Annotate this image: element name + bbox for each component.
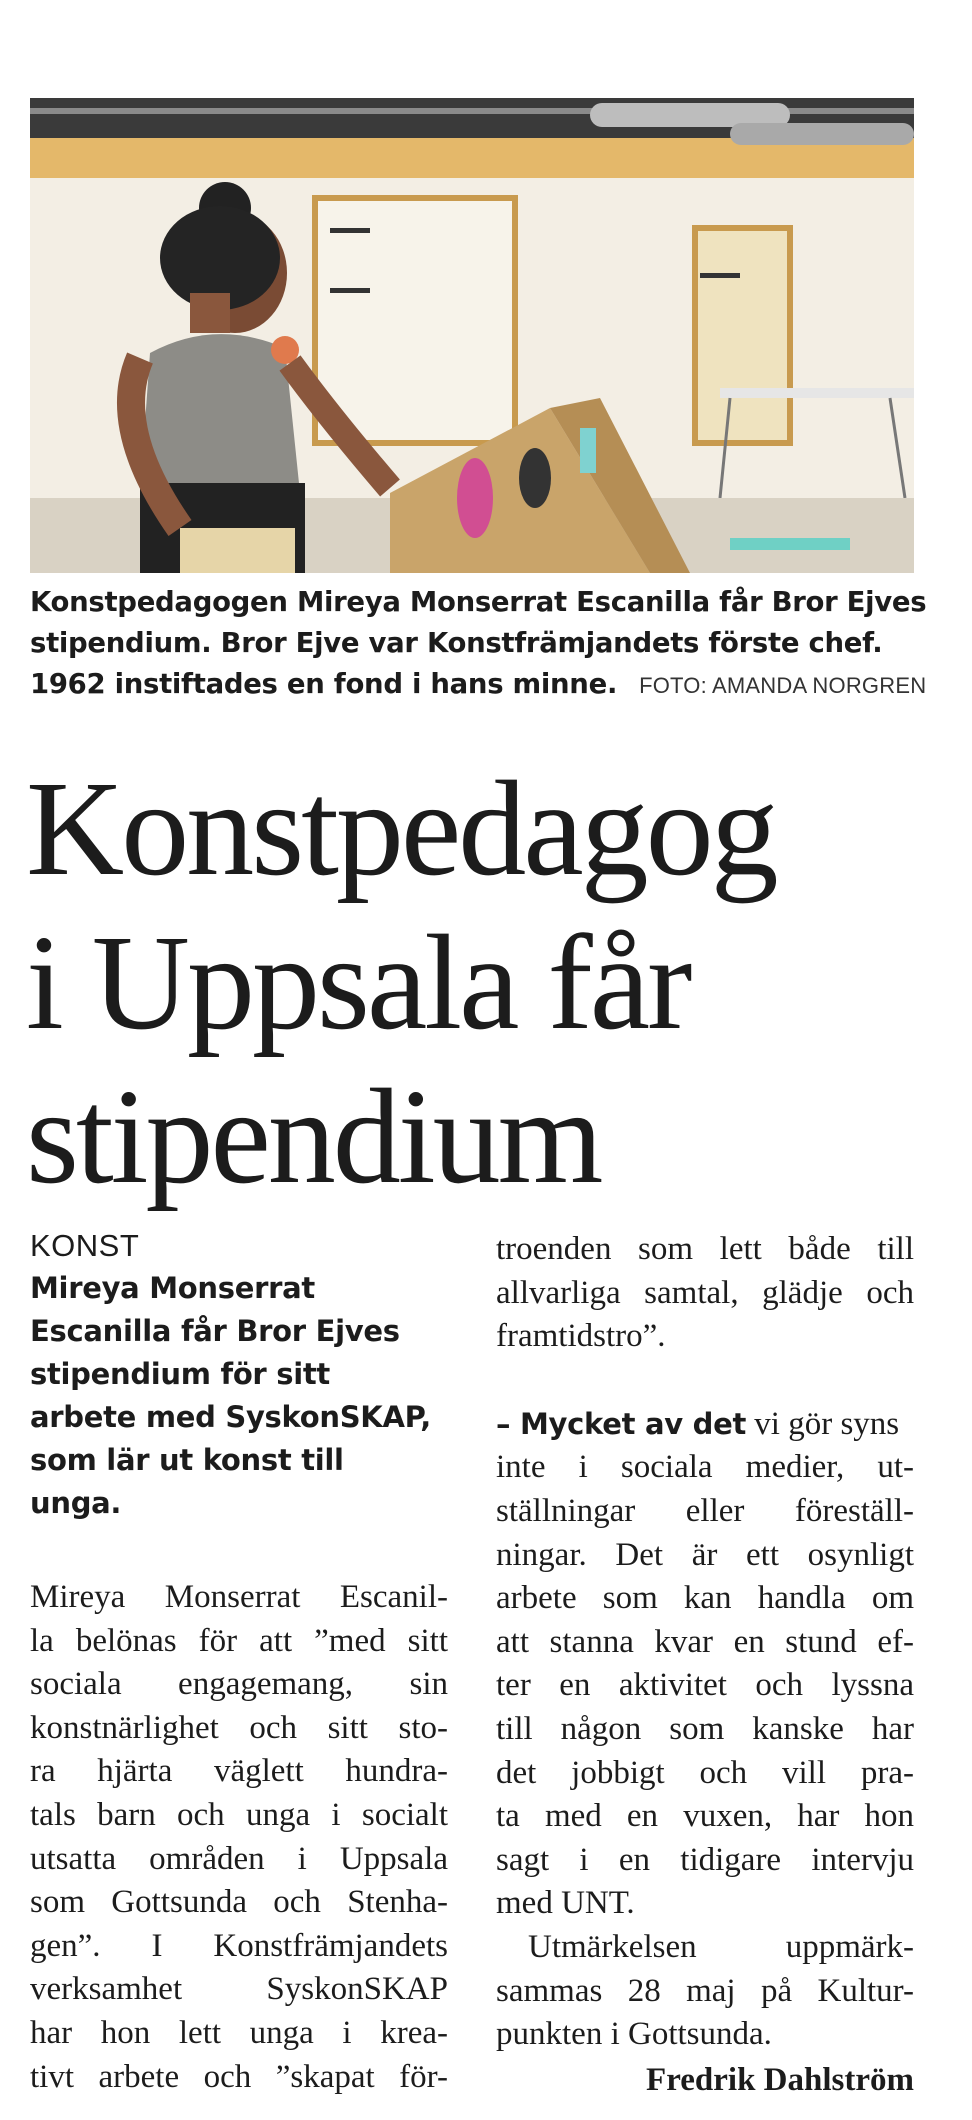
ingress-line: stipendium för sitt xyxy=(30,1357,330,1391)
headline-line: Konstpedagog xyxy=(26,754,776,904)
body-line: Utmärkelsen uppmärk- xyxy=(528,1928,914,1965)
ingress-line: Escanilla får Bror Ejves xyxy=(30,1314,400,1348)
body-line: allvarliga samtal, glädje och xyxy=(496,1274,914,1311)
caption-line xyxy=(30,664,927,706)
body-line: ter en aktivitet och lyssna xyxy=(496,1667,914,1704)
body-line: det jobbigt och vill pra- xyxy=(496,1754,914,1791)
author-byline: Fredrik Dahlström xyxy=(646,2061,914,2098)
body-line: inte i sociala medier, ut- xyxy=(496,1449,914,1486)
article-quote-paragraph xyxy=(496,1403,914,2057)
article-column-right xyxy=(496,1228,914,2102)
body-text: vi gör syns xyxy=(746,1405,900,1442)
body-line: tals barn och unga i socialt xyxy=(30,1796,448,1833)
body-line: sociala engagemang, sin xyxy=(30,1666,448,1703)
body-line: som Gottsunda och Stenha- xyxy=(30,1884,448,1921)
article-body-text xyxy=(496,1228,914,1359)
caption-text: 1962 instiftades en fond i hans minne. xyxy=(30,668,618,700)
section-kicker: KONST xyxy=(30,1228,140,1263)
ingress-line: arbete med SyskonSKAP, xyxy=(30,1400,431,1434)
photo-caption xyxy=(30,582,927,706)
ingress-line: unga. xyxy=(30,1486,122,1520)
body-line: la belönas för att ”med sitt xyxy=(30,1622,448,1659)
article-body-text xyxy=(30,1576,448,2099)
body-line: ra hjärta väglett hundra- xyxy=(30,1753,448,1790)
caption-line: stipendium. Bror Ejve var Konstfrämjandets förste chef. xyxy=(30,627,883,659)
article-photo xyxy=(30,98,914,573)
body-line: ningar. Det är ett osynligt xyxy=(496,1536,914,1573)
body-line: att stanna kvar en stund ef- xyxy=(496,1623,914,1660)
ingress-line: som lär ut konst till xyxy=(30,1443,344,1477)
body-line: gen”. I Konstfrämjandets xyxy=(30,1927,448,1964)
body-line: Mireya Monserrat Escanil- xyxy=(30,1579,448,1615)
article-headline xyxy=(26,752,926,1214)
body-line: har hon lett unga i krea- xyxy=(30,2014,448,2051)
body-line: arbete som kan handla om xyxy=(496,1580,914,1617)
body-line: punkten i Gottsunda. xyxy=(496,2016,772,2053)
body-line: sagt i en tidigare intervju xyxy=(496,1841,914,1878)
body-line: tivt arbete och ”skapat för- xyxy=(30,2058,448,2095)
body-line: troenden som lett både till xyxy=(496,1231,914,1267)
body-line: sammas 28 maj på Kultur- xyxy=(496,1972,914,2009)
body-line: verksamhet SyskonSKAP xyxy=(30,1971,448,2008)
headline-line: stipendium xyxy=(26,1062,601,1212)
body-line: utsatta områden i Uppsala xyxy=(30,1840,448,1877)
body-line xyxy=(496,1403,914,1447)
ingress-line: Mireya Monserrat xyxy=(30,1271,315,1305)
body-line: framtidstro”. xyxy=(496,1318,666,1355)
headline-line: i Uppsala får xyxy=(26,908,690,1058)
article-column-left xyxy=(30,1228,448,2099)
body-line: till någon som kanske har xyxy=(496,1710,914,1747)
caption-line: Konstpedagogen Mireya Monserrat Escanilla får Bror Ejves xyxy=(30,586,927,618)
quote-lead: – Mycket av det xyxy=(496,1406,747,1441)
photo-illustration xyxy=(30,98,914,573)
article-ingress xyxy=(30,1267,448,1525)
body-line: ställningar eller föreställ- xyxy=(496,1492,914,1529)
photo-credit: FOTO: AMANDA NORGREN xyxy=(639,673,927,698)
body-line: med UNT. xyxy=(496,1885,635,1922)
body-line: konstnärlighet och sitt sto- xyxy=(30,1709,448,1746)
body-line: ta med en vuxen, har hon xyxy=(496,1798,914,1835)
